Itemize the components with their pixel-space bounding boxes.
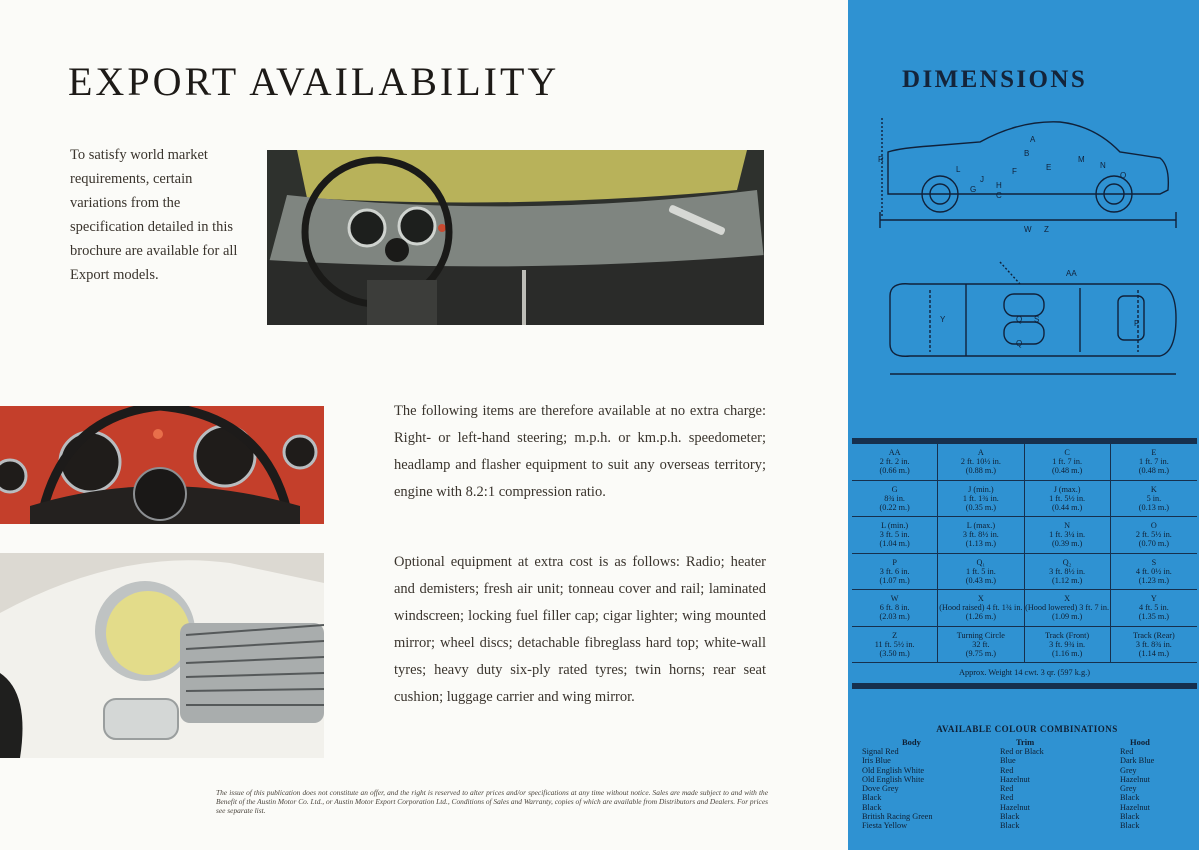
car-dimension-diagram — [870, 112, 1195, 432]
dimension-metric: (1.12 m.) — [1052, 575, 1083, 585]
dimension-imperial: 3 ft. 5 in. — [879, 530, 910, 539]
dimension-cell — [1111, 590, 1197, 627]
dimension-metric: (1.35 m.) — [1138, 612, 1169, 621]
svg-text:Z: Z — [1044, 225, 1049, 234]
colour-trim: Red or Black — [1000, 747, 1044, 756]
dimension-cell — [938, 590, 1024, 627]
dimension-label: Z — [892, 630, 898, 640]
dimension-cell — [852, 444, 938, 481]
dimension-imperial: 1 ft. 5½ in. — [1049, 493, 1086, 503]
colour-trim: Hazelnut — [1000, 802, 1030, 812]
dimension-label: J (min.) — [968, 484, 994, 494]
dimension-label: Track (Rear) — [1132, 630, 1175, 640]
colour-body: Iris Blue — [862, 756, 891, 766]
svg-text:C: C — [996, 191, 1002, 200]
dimension-metric: (0.43 m.) — [965, 575, 996, 585]
colour-body: Old English White — [862, 765, 925, 775]
dimension-metric: (0.70 m.) — [1138, 539, 1169, 548]
dimensions-table — [852, 438, 1197, 689]
dimension-imperial: 4 ft. 0½ in. — [1135, 566, 1172, 576]
dimension-label: Q₂ — [1062, 557, 1072, 567]
weight-note: Approx. Weight 14 cwt. 3 qr. (597 k.g.) — [852, 663, 1197, 689]
dimension-cell — [938, 517, 1024, 554]
dimension-label: P — [892, 557, 897, 567]
dimension-imperial: 8¾ in. — [884, 493, 905, 503]
dimension-imperial: 4 ft. 5 in. — [1138, 603, 1169, 612]
svg-text:B: B — [1024, 149, 1030, 158]
dimension-cell — [1111, 554, 1197, 591]
svg-text:W: W — [1024, 225, 1032, 234]
dimension-label: Turning Circle — [956, 630, 1005, 640]
svg-text:L: L — [956, 165, 961, 174]
svg-text:F: F — [1012, 167, 1017, 176]
colour-body: Black — [862, 802, 882, 812]
colour-hood: Black — [1120, 812, 1140, 822]
header-body: Body — [902, 737, 921, 747]
colour-body: Fiesta Yellow — [862, 821, 908, 831]
disclaimer-text: The issue of this publication does not constitute an offer, and the right is reserved to alter prices and/or specifications at any time without notice. Sales are made subject to and with the Benefit of the Austin Motor Co. Ltd., or Austin Motor Export Corporation Ltd., Conditions of Sales and Warranty, copies of which are available from Distributors and Dealers. For prices see separate list. — [216, 788, 768, 815]
dimension-label: C — [1064, 448, 1070, 457]
colour-trim: Red — [1000, 784, 1014, 794]
dimension-cell — [1025, 627, 1111, 664]
dimension-label: Q₁ — [976, 557, 986, 567]
dimension-cell — [1111, 627, 1197, 664]
colour-hood: Grey — [1120, 765, 1137, 775]
colour-trim: Blue — [1000, 756, 1016, 766]
headlamp-grille-photo — [0, 553, 324, 758]
colour-row — [862, 775, 1192, 784]
dimension-imperial: 1 ft. 5 in. — [965, 566, 996, 576]
dimension-cell — [852, 554, 938, 591]
colour-combinations-title: AVAILABLE COLOUR COMBINATIONS — [936, 724, 1118, 734]
svg-text:R: R — [878, 155, 884, 164]
colour-table-header — [862, 737, 1192, 747]
colour-trim: Black — [1000, 821, 1020, 831]
dimension-imperial: 2 ft. 2 in. — [879, 457, 910, 466]
dimension-label: Y — [1150, 594, 1157, 603]
dimension-cell — [852, 627, 938, 664]
dimension-cell — [1111, 444, 1197, 481]
dimension-imperial: 1 ft. 7 in. — [1138, 457, 1169, 466]
colour-row — [862, 812, 1192, 821]
dimension-metric: (1.13 m.) — [965, 539, 996, 548]
page-title: EXPORT AVAILABILITY — [68, 59, 560, 104]
dimension-imperial: (Hood raised) 4 ft. 1¾ in. — [939, 603, 1023, 612]
colour-row — [862, 793, 1192, 802]
dimension-label: N — [1064, 521, 1071, 530]
colour-row — [862, 756, 1192, 765]
svg-text:H: H — [996, 181, 1002, 190]
dimension-label: O — [1150, 521, 1157, 530]
dimension-metric: (1.16 m.) — [1052, 648, 1083, 658]
dimension-imperial: 3 ft. 8¾ in. — [1135, 639, 1172, 649]
dimension-cell — [852, 590, 938, 627]
dimension-metric: (0.66 m.) — [879, 466, 910, 475]
header-hood: Hood — [1130, 737, 1150, 747]
optional-equipment-paragraph: Optional equipment at extra cost is as follows: Radio; heater and demisters; fresh air unit; tonneau cover and rail; laminated windscreen; locking fuel filler cap; cigar lighter; wing mounted mirror; wheel discs; detachable fibreglass hard top; white-wall tyres; heavy duty six-ply rated tyres; twin horns; rear seat cushion; luggage carrier and wing mirror. — [394, 554, 766, 705]
dimension-imperial: 1 ft. 3¼ in. — [1049, 530, 1086, 539]
dimension-cell — [1025, 554, 1111, 591]
dimension-label: W — [890, 594, 899, 603]
dimensions-panel — [848, 0, 1199, 850]
colour-hood: Black — [1120, 793, 1140, 803]
dimension-metric: (0.44 m.) — [1052, 502, 1083, 512]
instrument-panel-photo — [0, 406, 324, 524]
dimension-label: G — [891, 484, 898, 494]
colour-hood: Dark Blue — [1120, 756, 1155, 766]
dimension-imperial: 32 ft. — [972, 639, 990, 649]
dimension-label: AA — [888, 448, 901, 457]
dimension-metric: (0.22 m.) — [879, 502, 910, 512]
dimension-cell — [938, 627, 1024, 664]
colour-hood: Red — [1120, 747, 1134, 756]
svg-text:J: J — [980, 175, 984, 184]
colour-row — [862, 784, 1192, 793]
dimension-imperial: 3 ft. 8½ in. — [1049, 566, 1086, 576]
dimension-metric: (2.03 m.) — [879, 612, 910, 621]
dimension-metric: (0.88 m.) — [965, 466, 996, 475]
svg-text:Q: Q — [1016, 339, 1023, 348]
dimension-label: X — [977, 594, 984, 603]
dimension-cell — [938, 554, 1024, 591]
colour-body: Dove Grey — [862, 784, 899, 794]
colour-body: British Racing Green — [862, 812, 933, 822]
colour-body: Signal Red — [862, 747, 899, 756]
dimension-imperial: 3 ft. 6 in. — [879, 566, 910, 576]
dimension-imperial: 1 ft. 1¾ in. — [962, 493, 999, 503]
svg-text:A: A — [1030, 135, 1036, 144]
dimension-metric: (1.09 m.) — [1052, 612, 1083, 621]
svg-text:Q: Q — [1016, 315, 1023, 324]
colour-row — [862, 747, 1192, 756]
svg-text:P: P — [1134, 319, 1140, 328]
colour-trim: Red — [1000, 765, 1014, 775]
colour-row — [862, 821, 1192, 830]
dimension-label: L (min.) — [881, 521, 909, 530]
dimension-imperial: 3 ft. 8½ in. — [962, 530, 999, 539]
dimension-imperial: 6 ft. 8 in. — [879, 603, 910, 612]
standard-items-paragraph: The following items are therefore available at no extra charge: Right- or left-hand steering; m.p.h. or km.p.h. speedometer; headlamp and flasher equipment to suit any overseas territory; engine with 8.2:1 compression ratio. — [394, 403, 766, 500]
colour-body: Black — [862, 793, 882, 803]
intro-text: To satisfy world market requirements, certain variations from the specification detailed in this brochure are available for all Export models. — [70, 147, 238, 283]
dimension-metric: (1.26 m.) — [965, 612, 996, 621]
dimension-cell — [938, 444, 1024, 481]
dimension-cell — [852, 517, 938, 554]
dimension-label: Track (Front) — [1045, 630, 1090, 640]
dimension-cell — [1025, 517, 1111, 554]
dimension-cell — [1111, 481, 1197, 518]
svg-text:Y: Y — [940, 315, 946, 324]
dimension-imperial: 11 ft. 5½ in. — [874, 639, 915, 649]
dimension-metric: (1.14 m.) — [1138, 648, 1169, 658]
dimension-cell — [1025, 444, 1111, 481]
svg-text:O: O — [1120, 171, 1127, 180]
colour-hood: Hazelnut — [1120, 802, 1150, 812]
dimension-imperial: (Hood lowered) 3 ft. 7 in. — [1025, 603, 1110, 612]
colour-body: Old English White — [862, 774, 925, 784]
colour-row — [862, 803, 1192, 812]
dimension-metric: (1.23 m.) — [1138, 575, 1169, 585]
dimension-metric: (0.39 m.) — [1052, 539, 1083, 548]
dimension-imperial: 1 ft. 7 in. — [1052, 457, 1083, 466]
dimension-label: J (max.) — [1053, 484, 1081, 494]
dimension-label: K — [1150, 484, 1157, 494]
dimensions-title: DIMENSIONS — [902, 66, 1088, 93]
colour-row — [862, 766, 1192, 775]
svg-text:S: S — [1034, 315, 1040, 324]
dimension-metric: (3.50 m.) — [879, 648, 910, 658]
dimensions-grid — [852, 444, 1197, 663]
svg-text:N: N — [1100, 161, 1106, 170]
dimension-cell — [1111, 517, 1197, 554]
dimension-cell — [938, 481, 1024, 518]
dimension-metric: (0.48 m.) — [1138, 466, 1169, 475]
dimension-metric: (1.07 m.) — [879, 575, 910, 585]
colour-combinations — [862, 724, 1192, 831]
colour-table-body — [862, 747, 1192, 831]
header-trim: Trim — [1016, 737, 1035, 747]
colour-trim: Red — [1000, 793, 1014, 803]
dimension-imperial: 2 ft. 5½ in. — [1135, 530, 1172, 539]
colour-hood: Hazelnut — [1120, 774, 1150, 784]
dimension-imperial: 3 ft. 9¾ in. — [1049, 639, 1086, 649]
dimension-metric: (9.75 m.) — [965, 648, 996, 658]
dimension-imperial: 5 in. — [1146, 493, 1162, 503]
dimension-label: L (max.) — [966, 521, 996, 530]
dimension-label: A — [977, 448, 984, 457]
colour-hood: Black — [1120, 821, 1140, 831]
colour-hood: Grey — [1120, 784, 1137, 794]
colour-trim: Hazelnut — [1000, 774, 1030, 784]
dimension-cell — [852, 481, 938, 518]
dimension-cell — [1025, 590, 1111, 627]
svg-text:M: M — [1078, 155, 1085, 164]
dimension-metric: (1.04 m.) — [879, 539, 910, 548]
dimension-metric: (0.48 m.) — [1052, 466, 1083, 475]
svg-text:G: G — [970, 185, 977, 194]
dimension-label: X — [1064, 594, 1071, 603]
svg-text:AA: AA — [1066, 269, 1077, 278]
svg-text:E: E — [1046, 163, 1052, 172]
dashboard-photo — [267, 150, 764, 325]
dimension-cell — [1025, 481, 1111, 518]
dimension-label: S — [1151, 557, 1157, 567]
dimension-metric: (0.35 m.) — [965, 502, 996, 512]
dimension-metric: (0.13 m.) — [1138, 502, 1169, 512]
dimension-imperial: 2 ft. 10½ in. — [960, 457, 1001, 466]
dimension-label: E — [1151, 448, 1157, 457]
colour-trim: Black — [1000, 812, 1020, 822]
